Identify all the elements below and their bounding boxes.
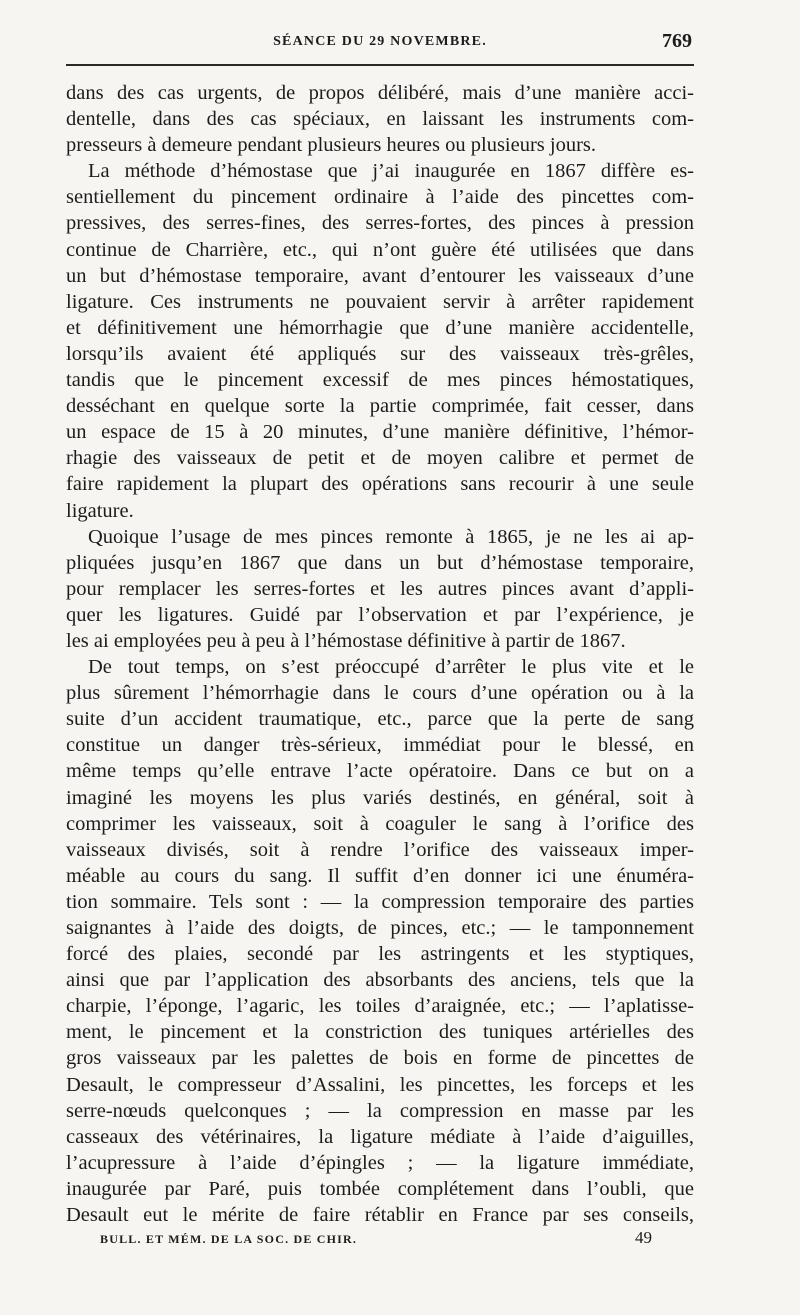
text-line: La méthode d’hémostase que j’ai inaugurée en 1867 diffère es-	[88, 160, 694, 183]
text-line: vaisseaux divisés, soit à rendre l’orifice des vaisseaux imper-	[66, 838, 694, 861]
text-line: saignantes à l’aide des doigts, de pinces, etc.; — le tamponnement	[66, 917, 694, 939]
text-line: l’acupressure à l’aide d’épingles ; — la ligature immédiate,	[66, 1151, 694, 1174]
header-rule	[66, 64, 694, 66]
text-line: méable au cours du sang. Il suffit d’en donner ici une énuméra-	[66, 864, 694, 887]
text-line: casseaux des vétérinaires, la ligature médiate à l’aide d’aiguilles,	[66, 1125, 694, 1148]
text-line: Desault, le compresseur d’Assalini, les pincettes, les forceps et les	[66, 1073, 694, 1096]
text-line: gros vaisseaux par les palettes de bois en forme de pincettes de	[66, 1047, 694, 1070]
text-line: comprimer les vaisseaux, soit à coaguler le sang à l’orifice des	[66, 812, 694, 835]
text-line: constitue un danger très-sérieux, immédiat pour le blessé, en	[66, 734, 694, 757]
text-line: dans des cas urgents, de propos délibéré, mais d’une manière acci-	[66, 82, 694, 104]
text-line: faire rapidement la plupart des opérations sans recourir à une seule	[66, 473, 694, 496]
text-line: tandis que le pincement excessif de mes pinces hémostatiques,	[66, 369, 694, 392]
text-line: ligature.	[66, 499, 134, 522]
text-line: ligature. Ces instruments ne pouvaient servir à arrêter rapidement	[66, 290, 694, 313]
text-line: Quoique l’usage de mes pinces remonte à 1865, je ne les ai ap-	[88, 525, 694, 548]
text-line: serre-nœuds quelconques ; — la compression en masse par les	[66, 1099, 694, 1122]
text-line: desséchant en quelque sorte la partie comprimée, fait cesser, dans	[66, 395, 694, 418]
text-line: quer les ligatures. Guidé par l’observation et par l’expérience, je	[66, 603, 694, 626]
text-line: tion sommaire. Tels sont : — la compression temporaire des parties	[66, 890, 694, 913]
text-line: même temps qu’elle entrave l’acte opératoire. Dans ce but on a	[66, 760, 694, 783]
text-line: continue de Charrière, etc., qui n’ont guère été utilisées que dans	[66, 238, 694, 261]
text-line: pliquées jusqu’en 1867 que dans un but d’hémostase temporaire,	[66, 551, 694, 574]
signature-mark: 49	[635, 1228, 652, 1247]
text-line: et définitivement une hémorrhagie que d’une manière accidentelle,	[66, 316, 694, 339]
text-line: ment, le pincement et la constriction des tuniques artérielles des	[66, 1021, 694, 1044]
text-line: forcé des plaies, secondé par les astringents et les styptiques,	[66, 943, 694, 966]
text-line: De tout temps, on s’est préoccupé d’arrêter le plus vite et le	[88, 656, 694, 679]
text-line: un espace de 15 à 20 minutes, d’une manière définitive, l’hémor-	[66, 421, 694, 444]
page-header	[66, 30, 694, 58]
page-footer	[100, 1228, 660, 1252]
text-line: charpie, l’éponge, l’agaric, les toiles d’araignée, etc.; — l’aplatisse-	[66, 995, 694, 1018]
footer-journal-title: BULL. ET MÉM. DE LA SOC. DE CHIR.	[100, 1232, 358, 1246]
text-line: ainsi que par l’application des absorbants des anciens, tels que la	[66, 969, 694, 992]
text-line: plus sûrement l’hémorrhagie dans le cours d’une opération ou à la	[66, 682, 694, 705]
text-line: rhagie des vaisseaux de petit et de moyen calibre et permet de	[66, 447, 694, 470]
running-title: SÉANCE DU 29 NOVEMBRE.	[273, 34, 487, 49]
text-line: un but d’hémostase temporaire, avant d’entourer les vaisseaux d’une	[66, 264, 694, 287]
text-line: imaginé les moyens les plus variés destinés, en général, soit à	[66, 786, 694, 809]
text-line: pour remplacer les serres-fortes et les autres pinces avant d’appli-	[66, 577, 694, 600]
text-line: inaugurée par Paré, puis tombée complétement dans l’oubli, que	[66, 1177, 694, 1200]
text-line: presseurs à demeure pendant plusieurs heures ou plusieurs jours.	[66, 134, 597, 157]
text-line: lorsqu’ils avaient été appliqués sur des vaisseaux très-grêles,	[66, 342, 694, 365]
page-number: 769	[662, 30, 692, 52]
text-line: pressives, des serres-fines, des serres-fortes, des pinces à pression	[66, 212, 694, 235]
body-text	[66, 80, 694, 1228]
text-line: les ai employées peu à peu à l’hémostase définitive à partir de 1867.	[66, 629, 626, 652]
text-line: dentelle, dans des cas spéciaux, en laissant les instruments com-	[66, 108, 694, 131]
text-line: sentiellement du pincement ordinaire à l’aide des pincettes com-	[66, 186, 694, 209]
text-line: Desault eut le mérite de faire rétablir en France par ses conseils,	[66, 1204, 694, 1227]
text-line: suite d’un accident traumatique, etc., parce que la perte de sang	[66, 708, 694, 731]
